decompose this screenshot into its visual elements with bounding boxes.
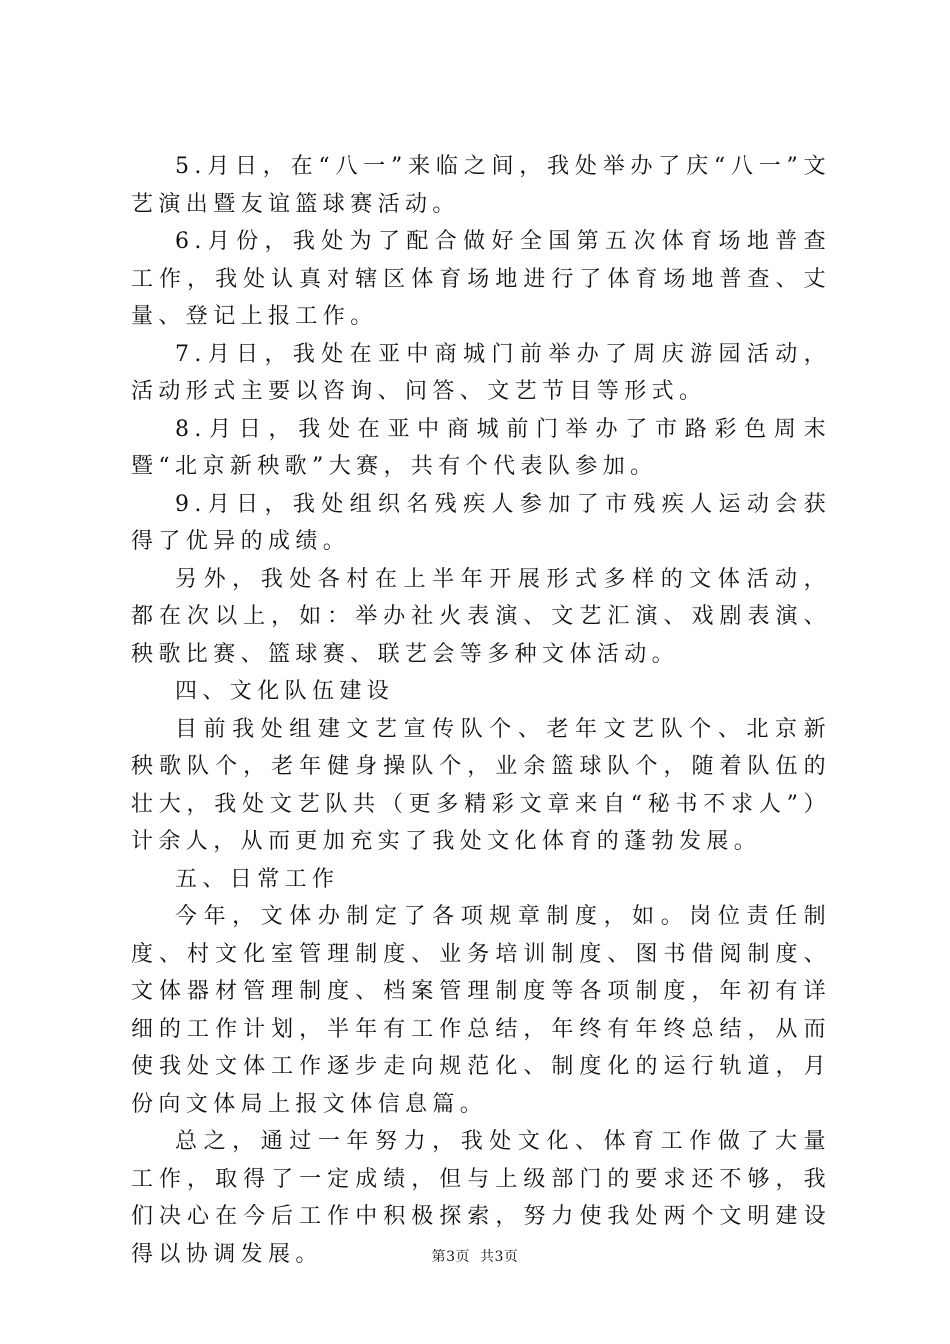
paragraph-item-8: 8.月日，我处在亚中商城前门举办了市路彩色周末暨“北京新秧歌”大赛，共有个代表队参加。 [131,416,831,479]
section-heading-team-building: 四、文化队伍建设 [175,679,395,704]
paragraph-team-building: 目前我处组建文艺宣传队个、老年文艺队个、北京新秧歌队个，老年健身操队个，业余篮球队个，随着队伍的壮大，我处文艺队共（更多精彩文章来自“秘书不求人”）计余人，从而更加充实了我处文化体育的蓬勃发展。 [131,716,831,854]
section-heading-daily-work: 五、日常工作 [175,866,340,892]
paragraph-item-5: 5.月日，在“八一”来临之间，我处举办了庆“八一”文艺演出暨友谊篮球赛活动。 [131,154,831,217]
paragraph-item-9: 9.月日，我处组织名残疾人参加了市残疾人运动会获得了优异的成绩。 [131,491,831,554]
paragraph-other-activities: 另外，我处各村在上半年开展形式多样的文体活动，都在次以上，如：举办社火表演、文艺汇演、戏剧表演、秧歌比赛、篮球赛、联艺会等多种文体活动。 [131,566,831,667]
paragraph-item-7: 7.月日，我处在亚中商城门前举办了周庆游园活动，活动形式主要以咨询、问答、文艺节目等形式。 [131,341,831,404]
page-number-footer: 第3页 共3页 [431,1249,519,1265]
document-body [131,148,831,1273]
paragraph-daily-work: 今年，文体办制定了各项规章制度，如。岗位责任制度、村文化室管理制度、业务培训制度、图书借阅制度、文体器材管理制度、档案管理制度等各项制度，年初有详细的工作计划，半年有工作总结，年终有年终总结，从而使我处文体工作逐步走向规范化、制度化的运行轨道，月份向文体局上报文体信息篇。 [131,904,831,1117]
paragraph-item-6: 6.月份，我处为了配合做好全国第五次体育场地普查工作，我处认真对辖区体育场地进行了体育场地普查、丈量、登记上报工作。 [131,229,831,329]
paragraph-conclusion: 总之，通过一年努力，我处文化、体育工作做了大量工作，取得了一定成绩，但与上级部门的要求还不够，我们决心在今后工作中积极探索，努力使我处两个文明建设得以协调发展。 [131,1129,831,1267]
